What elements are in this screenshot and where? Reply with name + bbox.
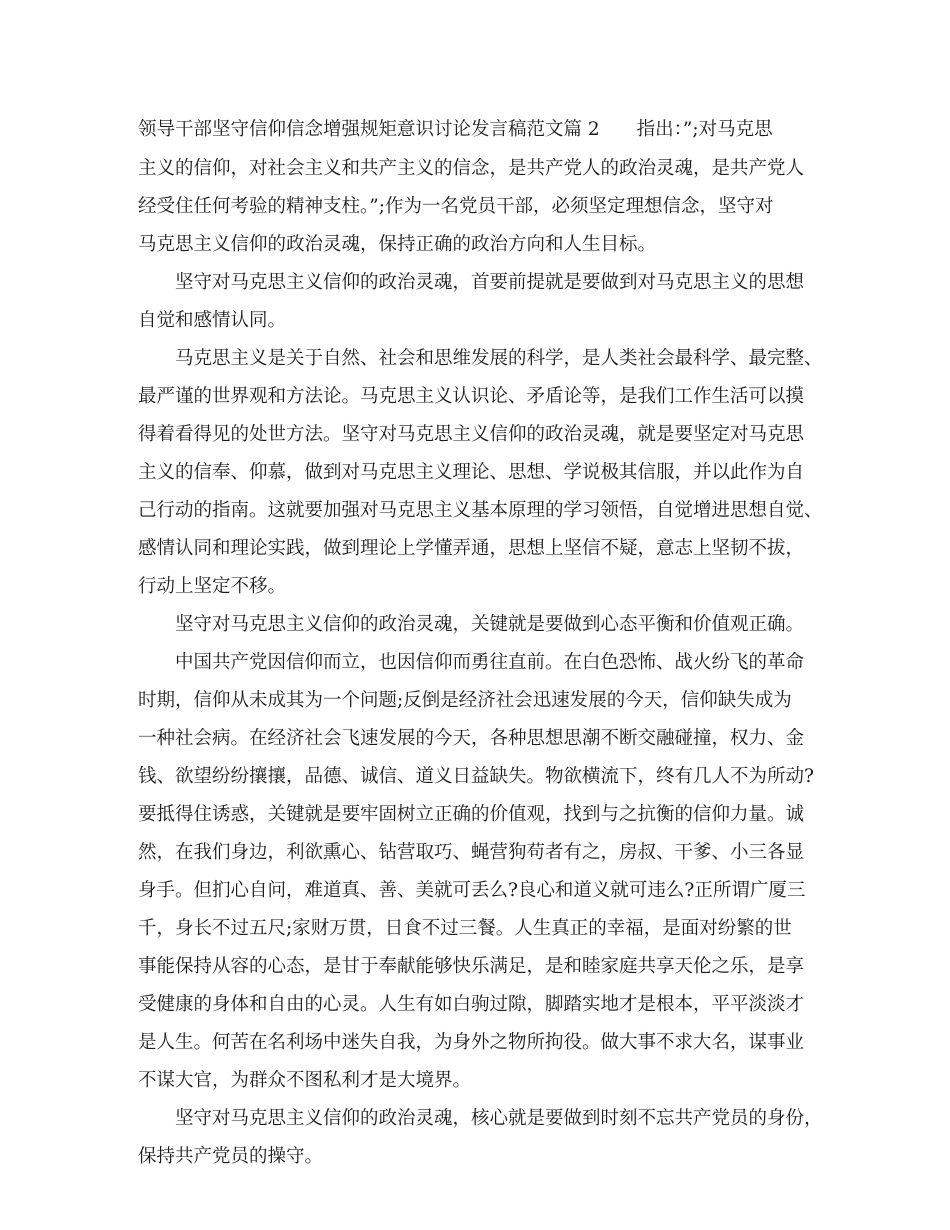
text-line: 中国共产党因信仰而立，也因信仰而勇往直前。在白色恐怖、战火纷飞的革命 — [175, 652, 805, 673]
text-line: 马克思主义是关于自然、社会和思维发展的科学，是人类社会最科学、最完整、 — [175, 348, 823, 369]
text-line: 坚守对马克思主义信仰的政治灵魂，关键就是要做到心态平衡和价值观正确。 — [175, 614, 805, 635]
text-line: 得着看得见的处世方法。坚守对马克思主义信仰的政治灵魂，就是要坚定对马克思 — [138, 424, 805, 445]
text-line: 身手。但扪心自问，难道真、善、美就可丢么?良心和道义就可违么?正所谓广厦三 — [138, 880, 806, 901]
text-line: 一种社会病。在经济社会飞速发展的今天，各种思想思潮不断交融碰撞，权力、金 — [138, 728, 805, 749]
text-line: 主义的信奉、仰慕，做到对马克思主义理论、思想、学说极其信服，并以此作为自 — [138, 462, 805, 483]
text-line: 主义的信仰，对社会主义和共产主义的信念，是共产党人的政治灵魂，是共产党人 — [138, 158, 805, 179]
text-line: 行动上坚定不移。 — [138, 576, 287, 597]
text-line: 领导干部坚守信仰信念增强规矩意识讨论发言稿范文篇 2 指出：”;对马克思 — [138, 119, 773, 140]
text-line: 自觉和感情认同。 — [138, 310, 287, 331]
text-line: 要抵得住诱惑，关键就是要牢固树立正确的价值观，找到与之抗衡的信仰力量。诚 — [138, 804, 805, 825]
text-line: 不谋大官，为群众不图私利才是大境界。 — [138, 1070, 472, 1091]
text-line: 感情认同和理论实践，做到理论上学懂弄通，思想上坚信不疑，意志上坚韧不拔， — [138, 538, 805, 559]
text-line: 钱、欲望纷纷攘攘，品德、诚信、道义日益缺失。物欲横流下，终有几人不为所动? — [138, 766, 814, 787]
text-line: 千，身长不过五尺;家财万贯，日食不过三餐。人生真正的幸福，是面对纷繁的世 — [138, 918, 792, 939]
text-line: 保持共产党员的操守。 — [138, 1146, 324, 1167]
text-line: 马克思主义信仰的政治灵魂，保持正确的政治方向和人生目标。 — [138, 234, 657, 255]
text-line: 坚守对马克思主义信仰的政治灵魂，首要前提就是要做到对马克思主义的思想 — [175, 272, 805, 293]
text-line: 己行动的指南。这就要加强对马克思主义基本原理的学习领悟，自觉增进思想自觉、 — [138, 500, 823, 521]
text-line: 最严谨的世界观和方法论。马克思主义认识论、矛盾论等，是我们工作生活可以摸 — [138, 386, 805, 407]
text-line: 经受住任何考验的精神支柱。”;作为一名党员干部，必须坚定理想信念，坚守对 — [138, 196, 774, 217]
text-line: 然，在我们身边，利欲熏心、钻营取巧、蝇营狗苟者有之，房叔、干爹、小三各显 — [138, 842, 805, 863]
text-line: 事能保持从容的心态，是甘于奉献能够快乐满足，是和睦家庭共享天伦之乐，是享 — [138, 956, 805, 977]
text-line: 受健康的身体和自由的心灵。人生有如白驹过隙，脚踏实地才是根本，平平淡淡才 — [138, 994, 805, 1015]
text-line: 时期，信仰从未成其为一个问题;反倒是经济社会迅速发展的今天，信仰缺失成为 — [138, 690, 792, 711]
text-line: 是人生。何苦在名利场中迷失自我，为身外之物所拘役。做大事不求大名，谋事业 — [138, 1032, 805, 1053]
text-line: 坚守对马克思主义信仰的政治灵魂，核心就是要做到时刻不忘共产党员的身份， — [175, 1108, 823, 1129]
